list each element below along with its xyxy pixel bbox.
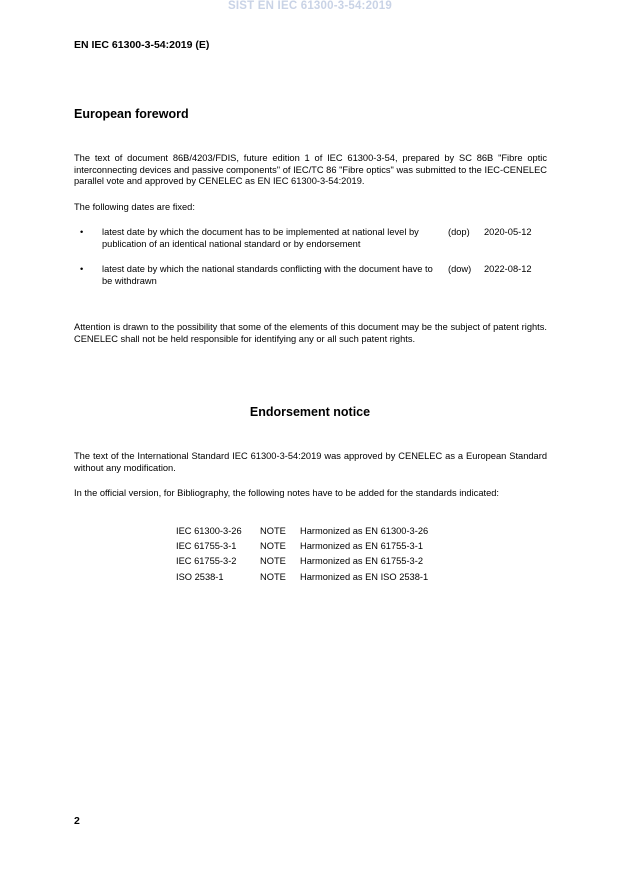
date-description: latest date by which the document has to be implemented at national level by publication of an identical national standard or by endorsement	[102, 227, 419, 249]
bullet-icon: •	[80, 227, 84, 237]
note-standard: IEC 61300-3-26	[176, 526, 242, 536]
note-standard: IEC 61755-3-2	[176, 556, 237, 567]
note-row	[176, 524, 428, 539]
note-row	[176, 554, 428, 569]
note-standard: ISO 2538-1	[176, 571, 224, 582]
bibliography-notes	[176, 524, 428, 585]
document-id: EN IEC 61300-3-54:2019 (E)	[74, 39, 210, 51]
endorsement-heading: Endorsement notice	[249, 405, 371, 419]
note-row	[176, 539, 428, 554]
note-text: Harmonized as EN 61755-3-1	[300, 541, 423, 552]
note-label: NOTE	[260, 556, 286, 567]
foreword-paragraph-3: Attention is drawn to the possibility that some of the elements of this document may be the subject of patent rights. CENELEC shall not be held responsible for identifying any or all such patent rights.	[74, 322, 547, 344]
date-code: (dop)	[448, 227, 470, 237]
note-label: NOTE	[260, 541, 286, 552]
watermark: SIST EN IEC 61300-3-54:2019	[228, 0, 392, 12]
date-code: (dow)	[448, 264, 472, 274]
date-value: 2022-08-12	[484, 264, 532, 274]
note-text: Harmonized as EN ISO 2538-1	[300, 571, 429, 582]
note-row	[176, 570, 428, 585]
page-number: 2	[74, 815, 80, 827]
foreword-heading: European foreword	[74, 107, 189, 121]
note-standard: IEC 61755-3-1	[176, 541, 237, 552]
foreword-paragraph-1: The text of document 86B/4203/FDIS, future edition 1 of IEC 61300-3-54, prepared by SC 86B "Fibre optic interconnecting devices and passive components" of IEC/TC 86 "Fibre optics" was submitted to the IEC-CENELEC parallel vote and approved by CENELEC as EN IEC 61300-3-54:2019.	[74, 153, 547, 186]
note-text: Harmonized as EN 61755-3-2	[300, 556, 423, 567]
bullet-icon: •	[80, 264, 84, 274]
date-description: latest date by which the national standards conflicting with the document have to be withdrawn	[102, 264, 433, 286]
note-text: Harmonized as EN 61300-3-26	[300, 526, 429, 536]
foreword-paragraph-2: The following dates are fixed:	[74, 202, 195, 212]
endorsement-paragraph-1: The text of the International Standard IEC 61300-3-54:2019 was approved by CENELEC as a European Standard without any modification.	[74, 451, 547, 473]
note-label: NOTE	[260, 571, 286, 582]
date-value: 2020-05-12	[484, 227, 532, 237]
endorsement-paragraph-2: In the official version, for Bibliography, the following notes have to be added for the standards indicated:	[74, 488, 499, 498]
note-label: NOTE	[260, 526, 286, 536]
